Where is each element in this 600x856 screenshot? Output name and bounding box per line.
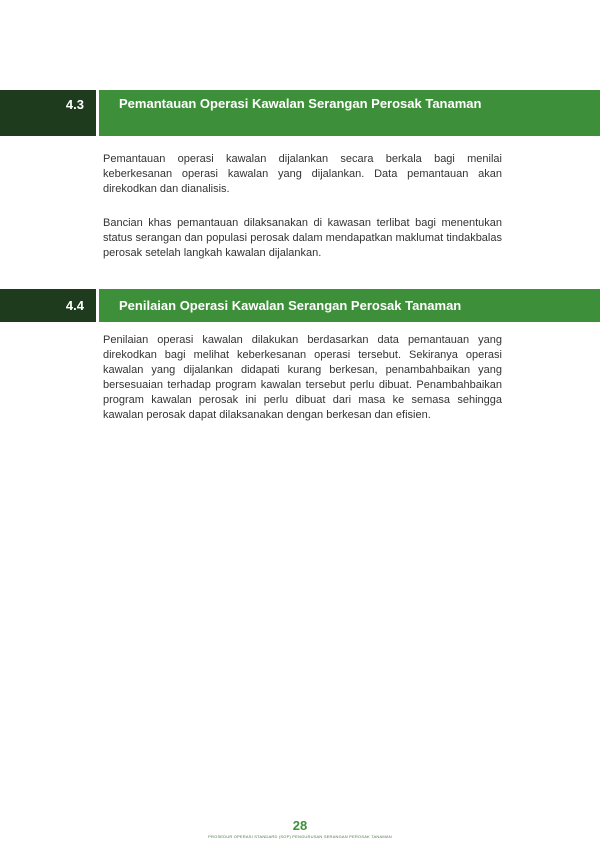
section-title: Penilaian Operasi Kawalan Serangan Perosak Tanaman — [99, 289, 600, 322]
footer-document-title: PROSEDUR OPERASI STANDARD (SOP) PENGURUSAN SERANGAN PEROSAK TANAMAN — [208, 834, 392, 839]
section-number: 4.3 — [0, 90, 96, 136]
body-paragraph: Penilaian operasi kawalan dilakukan berdasarkan data pemantauan yang direkodkan bagi melihat keberkesanan operasi tersebut. Sekiranya operasi kawalan yang dijalankan didapati kurang berkesan, penambahbaikan yang bersesuaian terhadap program kawalan tersebut perlu dibuat. Penambahbaikan program kawalan perosak ini perlu dibuat dari masa ke semasa sehingga kawalan perosak dapat dilaksanakan dengan berkesan dan efisien. — [103, 334, 502, 421]
body-paragraph: Pemantauan operasi kawalan dijalankan secara berkala bagi menilai keberkesanan operasi kawalan yang dijalankan. Data pemantauan akan direkodkan dan dianalisis. — [103, 153, 502, 195]
page-number: 28 — [292, 818, 308, 833]
section-header-4-3 — [0, 90, 600, 136]
section-number: 4.4 — [0, 289, 96, 322]
section-title: Pemantauan Operasi Kawalan Serangan Perosak Tanaman — [99, 90, 600, 136]
body-paragraph: Bancian khas pemantauan dilaksanakan di kawasan terlibat bagi menentukan status serangan dan populasi perosak dalam mendapatkan maklumat tindakbalas perosak setelah langkah kawalan dijalankan. — [103, 217, 502, 259]
section-header-4-4 — [0, 289, 600, 322]
